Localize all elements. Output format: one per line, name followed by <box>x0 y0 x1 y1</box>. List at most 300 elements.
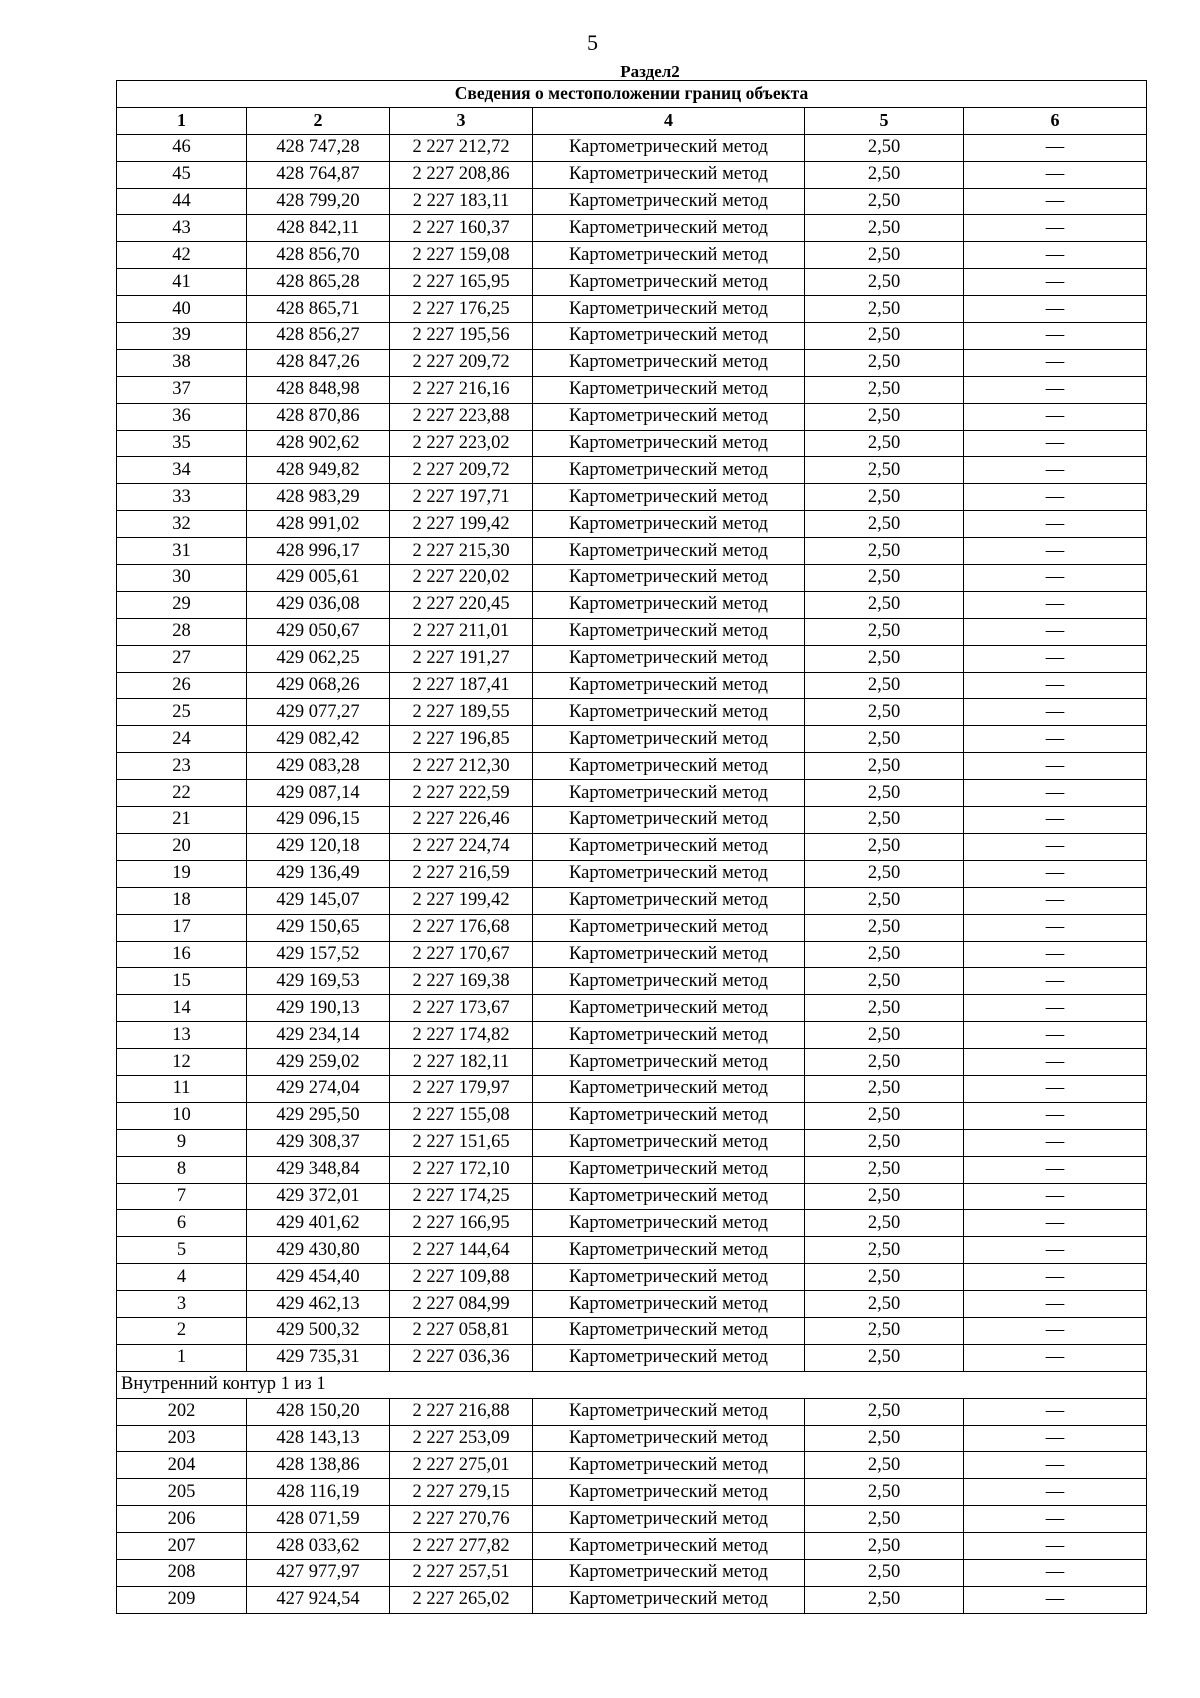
y-coordinate-cell: 2 227 179,97 <box>390 1075 533 1102</box>
accuracy-cell: 2,50 <box>805 242 964 269</box>
table-row <box>117 1452 1147 1479</box>
point-number-cell: 39 <box>117 323 247 350</box>
table-row <box>117 753 1147 780</box>
table-row <box>117 726 1147 753</box>
section-title: Раздел2 <box>620 62 680 81</box>
column-header: 4 <box>533 107 805 134</box>
table-row <box>117 833 1147 860</box>
point-number-cell: 23 <box>117 753 247 780</box>
y-coordinate-cell: 2 227 172,10 <box>390 1156 533 1183</box>
point-number-cell: 36 <box>117 403 247 430</box>
accuracy-cell: 2,50 <box>805 1506 964 1533</box>
determination-method-cell: Картометрический метод <box>533 1129 805 1156</box>
description-cell: — <box>964 323 1147 350</box>
inner-contour-rows <box>117 1398 1147 1613</box>
x-coordinate-cell: 428 996,17 <box>247 538 390 565</box>
description-cell: — <box>964 807 1147 834</box>
determination-method-cell: Картометрический метод <box>533 457 805 484</box>
accuracy-cell: 2,50 <box>805 699 964 726</box>
determination-method-cell: Картометрический метод <box>533 699 805 726</box>
table-row <box>117 161 1147 188</box>
y-coordinate-cell: 2 227 176,25 <box>390 296 533 323</box>
determination-method-cell: Картометрический метод <box>533 188 805 215</box>
table-row <box>117 941 1147 968</box>
column-header: 5 <box>805 107 964 134</box>
description-cell: — <box>964 1049 1147 1076</box>
y-coordinate-cell: 2 227 226,46 <box>390 807 533 834</box>
point-number-cell: 3 <box>117 1291 247 1318</box>
x-coordinate-cell: 429 169,53 <box>247 968 390 995</box>
description-cell: — <box>964 1129 1147 1156</box>
accuracy-cell: 2,50 <box>805 161 964 188</box>
point-number-cell: 5 <box>117 1237 247 1264</box>
point-number-cell: 30 <box>117 565 247 592</box>
y-coordinate-cell: 2 227 279,15 <box>390 1479 533 1506</box>
y-coordinate-cell: 2 227 189,55 <box>390 699 533 726</box>
accuracy-cell: 2,50 <box>805 1049 964 1076</box>
point-number-cell: 10 <box>117 1102 247 1129</box>
y-coordinate-cell: 2 227 160,37 <box>390 215 533 242</box>
x-coordinate-cell: 429 462,13 <box>247 1291 390 1318</box>
y-coordinate-cell: 2 227 151,65 <box>390 1129 533 1156</box>
accuracy-cell: 2,50 <box>805 780 964 807</box>
table-row <box>117 1156 1147 1183</box>
accuracy-cell: 2,50 <box>805 269 964 296</box>
determination-method-cell: Картометрический метод <box>533 1425 805 1452</box>
table-row <box>117 376 1147 403</box>
table-row <box>117 1344 1147 1371</box>
x-coordinate-cell: 429 454,40 <box>247 1264 390 1291</box>
description-cell: — <box>964 1452 1147 1479</box>
table-row <box>117 1264 1147 1291</box>
y-coordinate-cell: 2 227 159,08 <box>390 242 533 269</box>
y-coordinate-cell: 2 227 199,42 <box>390 511 533 538</box>
table-row <box>117 1183 1147 1210</box>
accuracy-cell: 2,50 <box>805 1425 964 1452</box>
point-number-cell: 1 <box>117 1344 247 1371</box>
description-cell: — <box>964 538 1147 565</box>
accuracy-cell: 2,50 <box>805 833 964 860</box>
point-number-cell: 45 <box>117 161 247 188</box>
table-row <box>117 134 1147 161</box>
x-coordinate-cell: 428 848,98 <box>247 376 390 403</box>
y-coordinate-cell: 2 227 191,27 <box>390 645 533 672</box>
point-number-cell: 25 <box>117 699 247 726</box>
y-coordinate-cell: 2 227 208,86 <box>390 161 533 188</box>
x-coordinate-cell: 429 087,14 <box>247 780 390 807</box>
y-coordinate-cell: 2 227 058,81 <box>390 1317 533 1344</box>
accuracy-cell: 2,50 <box>805 1156 964 1183</box>
description-cell: — <box>964 1156 1147 1183</box>
description-cell: — <box>964 457 1147 484</box>
table-row <box>117 1210 1147 1237</box>
determination-method-cell: Картометрический метод <box>533 1452 805 1479</box>
x-coordinate-cell: 429 068,26 <box>247 672 390 699</box>
x-coordinate-cell: 428 949,82 <box>247 457 390 484</box>
point-number-cell: 33 <box>117 484 247 511</box>
x-coordinate-cell: 429 735,31 <box>247 1344 390 1371</box>
x-coordinate-cell: 429 120,18 <box>247 833 390 860</box>
y-coordinate-cell: 2 227 176,68 <box>390 914 533 941</box>
column-header: 1 <box>117 107 247 134</box>
accuracy-cell: 2,50 <box>805 753 964 780</box>
table-row <box>117 1533 1147 1560</box>
point-number-cell: 12 <box>117 1049 247 1076</box>
description-cell: — <box>964 296 1147 323</box>
table-row <box>117 968 1147 995</box>
table-row <box>117 403 1147 430</box>
accuracy-cell: 2,50 <box>805 645 964 672</box>
accuracy-cell: 2,50 <box>805 565 964 592</box>
point-number-cell: 15 <box>117 968 247 995</box>
table-row <box>117 242 1147 269</box>
y-coordinate-cell: 2 227 216,59 <box>390 860 533 887</box>
point-number-cell: 4 <box>117 1264 247 1291</box>
point-number-cell: 26 <box>117 672 247 699</box>
y-coordinate-cell: 2 227 187,41 <box>390 672 533 699</box>
determination-method-cell: Картометрический метод <box>533 1291 805 1318</box>
table-row <box>117 1291 1147 1318</box>
table-row <box>117 323 1147 350</box>
point-number-cell: 9 <box>117 1129 247 1156</box>
determination-method-cell: Картометрический метод <box>533 269 805 296</box>
x-coordinate-cell: 428 138,86 <box>247 1452 390 1479</box>
y-coordinate-cell: 2 227 174,82 <box>390 1022 533 1049</box>
x-coordinate-cell: 429 234,14 <box>247 1022 390 1049</box>
x-coordinate-cell: 428 870,86 <box>247 403 390 430</box>
description-cell: — <box>964 995 1147 1022</box>
point-number-cell: 209 <box>117 1586 247 1613</box>
description-cell: — <box>964 242 1147 269</box>
accuracy-cell: 2,50 <box>805 403 964 430</box>
x-coordinate-cell: 428 150,20 <box>247 1398 390 1425</box>
y-coordinate-cell: 2 227 182,11 <box>390 1049 533 1076</box>
table-row <box>117 188 1147 215</box>
x-coordinate-cell: 428 033,62 <box>247 1533 390 1560</box>
point-number-cell: 204 <box>117 1452 247 1479</box>
determination-method-cell: Картометрический метод <box>533 995 805 1022</box>
description-cell: — <box>964 1586 1147 1613</box>
point-number-cell: 6 <box>117 1210 247 1237</box>
accuracy-cell: 2,50 <box>805 1022 964 1049</box>
determination-method-cell: Картометрический метод <box>533 672 805 699</box>
accuracy-cell: 2,50 <box>805 1237 964 1264</box>
determination-method-cell: Картометрический метод <box>533 914 805 941</box>
determination-method-cell: Картометрический метод <box>533 591 805 618</box>
x-coordinate-cell: 429 190,13 <box>247 995 390 1022</box>
y-coordinate-cell: 2 227 275,01 <box>390 1452 533 1479</box>
y-coordinate-cell: 2 227 209,72 <box>390 349 533 376</box>
x-coordinate-cell: 428 856,70 <box>247 242 390 269</box>
determination-method-cell: Картометрический метод <box>533 296 805 323</box>
y-coordinate-cell: 2 227 036,36 <box>390 1344 533 1371</box>
description-cell: — <box>964 484 1147 511</box>
accuracy-cell: 2,50 <box>805 1317 964 1344</box>
determination-method-cell: Картометрический метод <box>533 618 805 645</box>
table-row <box>117 1075 1147 1102</box>
table-row <box>117 1129 1147 1156</box>
table-row <box>117 672 1147 699</box>
determination-method-cell: Картометрический метод <box>533 215 805 242</box>
y-coordinate-cell: 2 227 183,11 <box>390 188 533 215</box>
determination-method-cell: Картометрический метод <box>533 1586 805 1613</box>
accuracy-cell: 2,50 <box>805 484 964 511</box>
determination-method-cell: Картометрический метод <box>533 833 805 860</box>
y-coordinate-cell: 2 227 215,30 <box>390 538 533 565</box>
accuracy-cell: 2,50 <box>805 1210 964 1237</box>
column-number-row <box>117 107 1147 134</box>
accuracy-cell: 2,50 <box>805 591 964 618</box>
y-coordinate-cell: 2 227 109,88 <box>390 1264 533 1291</box>
determination-method-cell: Картометрический метод <box>533 484 805 511</box>
table-row <box>117 860 1147 887</box>
determination-method-cell: Картометрический метод <box>533 1559 805 1586</box>
description-cell: — <box>964 968 1147 995</box>
accuracy-cell: 2,50 <box>805 215 964 242</box>
x-coordinate-cell: 428 991,02 <box>247 511 390 538</box>
x-coordinate-cell: 428 799,20 <box>247 188 390 215</box>
x-coordinate-cell: 429 157,52 <box>247 941 390 968</box>
x-coordinate-cell: 428 071,59 <box>247 1506 390 1533</box>
table-row <box>117 645 1147 672</box>
y-coordinate-cell: 2 227 223,88 <box>390 403 533 430</box>
accuracy-cell: 2,50 <box>805 1559 964 1586</box>
accuracy-cell: 2,50 <box>805 296 964 323</box>
determination-method-cell: Картометрический метод <box>533 323 805 350</box>
table-row <box>117 1586 1147 1613</box>
description-cell: — <box>964 887 1147 914</box>
determination-method-cell: Картометрический метод <box>533 565 805 592</box>
table-row <box>117 457 1147 484</box>
determination-method-cell: Картометрический метод <box>533 807 805 834</box>
description-cell: — <box>964 1559 1147 1586</box>
description-cell: — <box>964 188 1147 215</box>
description-cell: — <box>964 269 1147 296</box>
point-number-cell: 42 <box>117 242 247 269</box>
accuracy-cell: 2,50 <box>805 376 964 403</box>
table-row <box>117 1479 1147 1506</box>
accuracy-cell: 2,50 <box>805 860 964 887</box>
x-coordinate-cell: 428 865,71 <box>247 296 390 323</box>
description-cell: — <box>964 1317 1147 1344</box>
x-coordinate-cell: 429 259,02 <box>247 1049 390 1076</box>
description-cell: — <box>964 699 1147 726</box>
x-coordinate-cell: 428 764,87 <box>247 161 390 188</box>
determination-method-cell: Картометрический метод <box>533 1264 805 1291</box>
table-row <box>117 780 1147 807</box>
column-header: 6 <box>964 107 1147 134</box>
description-cell: — <box>964 1425 1147 1452</box>
point-number-cell: 206 <box>117 1506 247 1533</box>
determination-method-cell: Картометрический метод <box>533 1210 805 1237</box>
accuracy-cell: 2,50 <box>805 1398 964 1425</box>
description-cell: — <box>964 1210 1147 1237</box>
description-cell: — <box>964 1022 1147 1049</box>
x-coordinate-cell: 429 308,37 <box>247 1129 390 1156</box>
x-coordinate-cell: 429 062,25 <box>247 645 390 672</box>
table-row <box>117 1425 1147 1452</box>
x-coordinate-cell: 429 082,42 <box>247 726 390 753</box>
determination-method-cell: Картометрический метод <box>533 1022 805 1049</box>
x-coordinate-cell: 429 500,32 <box>247 1317 390 1344</box>
point-number-cell: 28 <box>117 618 247 645</box>
y-coordinate-cell: 2 227 173,67 <box>390 995 533 1022</box>
y-coordinate-cell: 2 227 155,08 <box>390 1102 533 1129</box>
table-row <box>117 1022 1147 1049</box>
x-coordinate-cell: 429 295,50 <box>247 1102 390 1129</box>
accuracy-cell: 2,50 <box>805 134 964 161</box>
y-coordinate-cell: 2 227 195,56 <box>390 323 533 350</box>
point-number-cell: 46 <box>117 134 247 161</box>
accuracy-cell: 2,50 <box>805 1291 964 1318</box>
accuracy-cell: 2,50 <box>805 1102 964 1129</box>
y-coordinate-cell: 2 227 169,38 <box>390 968 533 995</box>
point-number-cell: 203 <box>117 1425 247 1452</box>
determination-method-cell: Картометрический метод <box>533 968 805 995</box>
x-coordinate-cell: 429 274,04 <box>247 1075 390 1102</box>
x-coordinate-cell: 429 145,07 <box>247 887 390 914</box>
determination-method-cell: Картометрический метод <box>533 376 805 403</box>
description-cell: — <box>964 1344 1147 1371</box>
point-number-cell: 14 <box>117 995 247 1022</box>
table-row <box>117 565 1147 592</box>
table-row <box>117 887 1147 914</box>
y-coordinate-cell: 2 227 197,71 <box>390 484 533 511</box>
point-number-cell: 208 <box>117 1559 247 1586</box>
x-coordinate-cell: 428 116,19 <box>247 1479 390 1506</box>
column-header: 3 <box>390 107 533 134</box>
description-cell: — <box>964 618 1147 645</box>
accuracy-cell: 2,50 <box>805 430 964 457</box>
determination-method-cell: Картометрический метод <box>533 1533 805 1560</box>
x-coordinate-cell: 427 977,97 <box>247 1559 390 1586</box>
accuracy-cell: 2,50 <box>805 726 964 753</box>
y-coordinate-cell: 2 227 084,99 <box>390 1291 533 1318</box>
y-coordinate-cell: 2 227 223,02 <box>390 430 533 457</box>
determination-method-cell: Картометрический метод <box>533 1479 805 1506</box>
table-row <box>117 430 1147 457</box>
outer-contour-rows <box>117 134 1147 1371</box>
y-coordinate-cell: 2 227 216,16 <box>390 376 533 403</box>
description-cell: — <box>964 1102 1147 1129</box>
point-number-cell: 43 <box>117 215 247 242</box>
determination-method-cell: Картометрический метод <box>533 1156 805 1183</box>
description-cell: — <box>964 1183 1147 1210</box>
description-cell: — <box>964 430 1147 457</box>
y-coordinate-cell: 2 227 165,95 <box>390 269 533 296</box>
boundary-table <box>116 80 1147 1614</box>
description-cell: — <box>964 1398 1147 1425</box>
point-number-cell: 16 <box>117 941 247 968</box>
table-row <box>117 296 1147 323</box>
x-coordinate-cell: 429 077,27 <box>247 699 390 726</box>
y-coordinate-cell: 2 227 257,51 <box>390 1559 533 1586</box>
table-row <box>117 1559 1147 1586</box>
accuracy-cell: 2,50 <box>805 1344 964 1371</box>
table-row <box>117 591 1147 618</box>
table-row <box>117 538 1147 565</box>
point-number-cell: 41 <box>117 269 247 296</box>
determination-method-cell: Картометрический метод <box>533 780 805 807</box>
table-row <box>117 1317 1147 1344</box>
table-row <box>117 995 1147 1022</box>
description-cell: — <box>964 1075 1147 1102</box>
description-cell: — <box>964 1264 1147 1291</box>
point-number-cell: 21 <box>117 807 247 834</box>
x-coordinate-cell: 429 430,80 <box>247 1237 390 1264</box>
table-row <box>117 1102 1147 1129</box>
description-cell: — <box>964 215 1147 242</box>
x-coordinate-cell: 428 143,13 <box>247 1425 390 1452</box>
y-coordinate-cell: 2 227 212,30 <box>390 753 533 780</box>
determination-method-cell: Картометрический метод <box>533 887 805 914</box>
determination-method-cell: Картометрический метод <box>533 941 805 968</box>
point-number-cell: 202 <box>117 1398 247 1425</box>
determination-method-cell: Картометрический метод <box>533 430 805 457</box>
accuracy-cell: 2,50 <box>805 188 964 215</box>
determination-method-cell: Картометрический метод <box>533 161 805 188</box>
x-coordinate-cell: 429 050,67 <box>247 618 390 645</box>
table-row <box>117 914 1147 941</box>
point-number-cell: 13 <box>117 1022 247 1049</box>
table-row <box>117 618 1147 645</box>
point-number-cell: 22 <box>117 780 247 807</box>
accuracy-cell: 2,50 <box>805 914 964 941</box>
determination-method-cell: Картометрический метод <box>533 403 805 430</box>
determination-method-cell: Картометрический метод <box>533 860 805 887</box>
x-coordinate-cell: 429 096,15 <box>247 807 390 834</box>
determination-method-cell: Картометрический метод <box>533 242 805 269</box>
accuracy-cell: 2,50 <box>805 457 964 484</box>
point-number-cell: 17 <box>117 914 247 941</box>
y-coordinate-cell: 2 227 270,76 <box>390 1506 533 1533</box>
y-coordinate-cell: 2 227 265,02 <box>390 1586 533 1613</box>
table-row <box>117 484 1147 511</box>
description-cell: — <box>964 161 1147 188</box>
description-cell: — <box>964 833 1147 860</box>
accuracy-cell: 2,50 <box>805 672 964 699</box>
determination-method-cell: Картометрический метод <box>533 1506 805 1533</box>
point-number-cell: 8 <box>117 1156 247 1183</box>
accuracy-cell: 2,50 <box>805 887 964 914</box>
y-coordinate-cell: 2 227 220,02 <box>390 565 533 592</box>
column-header: 2 <box>247 107 390 134</box>
accuracy-cell: 2,50 <box>805 349 964 376</box>
accuracy-cell: 2,50 <box>805 1075 964 1102</box>
point-number-cell: 32 <box>117 511 247 538</box>
accuracy-cell: 2,50 <box>805 1183 964 1210</box>
x-coordinate-cell: 428 842,11 <box>247 215 390 242</box>
table-row <box>117 269 1147 296</box>
determination-method-cell: Картометрический метод <box>533 1237 805 1264</box>
description-cell: — <box>964 1506 1147 1533</box>
page-number: 5 <box>587 30 598 55</box>
determination-method-cell: Картометрический метод <box>533 1049 805 1076</box>
x-coordinate-cell: 429 083,28 <box>247 753 390 780</box>
y-coordinate-cell: 2 227 222,59 <box>390 780 533 807</box>
accuracy-cell: 2,50 <box>805 538 964 565</box>
determination-method-cell: Картометрический метод <box>533 1344 805 1371</box>
description-cell: — <box>964 134 1147 161</box>
determination-method-cell: Картометрический метод <box>533 1075 805 1102</box>
determination-method-cell: Картометрический метод <box>533 1317 805 1344</box>
description-cell: — <box>964 941 1147 968</box>
accuracy-cell: 2,50 <box>805 1129 964 1156</box>
accuracy-cell: 2,50 <box>805 618 964 645</box>
accuracy-cell: 2,50 <box>805 1533 964 1560</box>
point-number-cell: 40 <box>117 296 247 323</box>
point-number-cell: 35 <box>117 430 247 457</box>
